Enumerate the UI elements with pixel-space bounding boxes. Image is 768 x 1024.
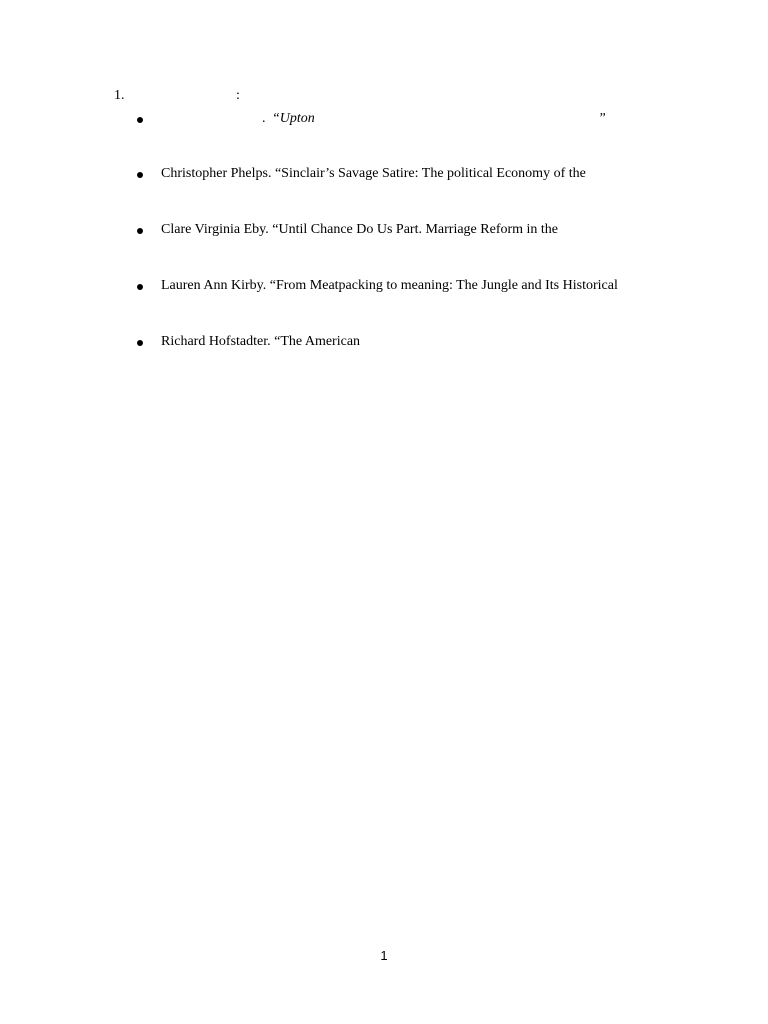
entry-1-italic-text: “Upton (272, 111, 315, 126)
entry-2-text: Christopher Phelps. “Sinclair’s Savage Satire: The political Economy of the (161, 166, 586, 181)
bullet-icon (137, 340, 143, 346)
entry-5-text: Richard Hofstadter. “The American (161, 334, 361, 349)
bullet-icon (137, 172, 143, 178)
heading-colon: : (236, 88, 240, 103)
bullet-icon (137, 117, 143, 123)
bullet-icon (137, 284, 143, 290)
entry-1-closing-quote: ” (598, 111, 606, 126)
entry-3-text: Clare Virginia Eby. “Until Chance Do Us Part. Marriage Reform in the (161, 222, 559, 237)
entry-1-dot: . (262, 111, 266, 126)
list-number: 1. (114, 88, 125, 103)
bullet-icon (137, 228, 143, 234)
page-number: 1 (380, 948, 388, 963)
entry-4-text: Lauren Ann Kirby. “From Meatpacking to meaning: The Jungle and Its Historical (161, 278, 618, 293)
